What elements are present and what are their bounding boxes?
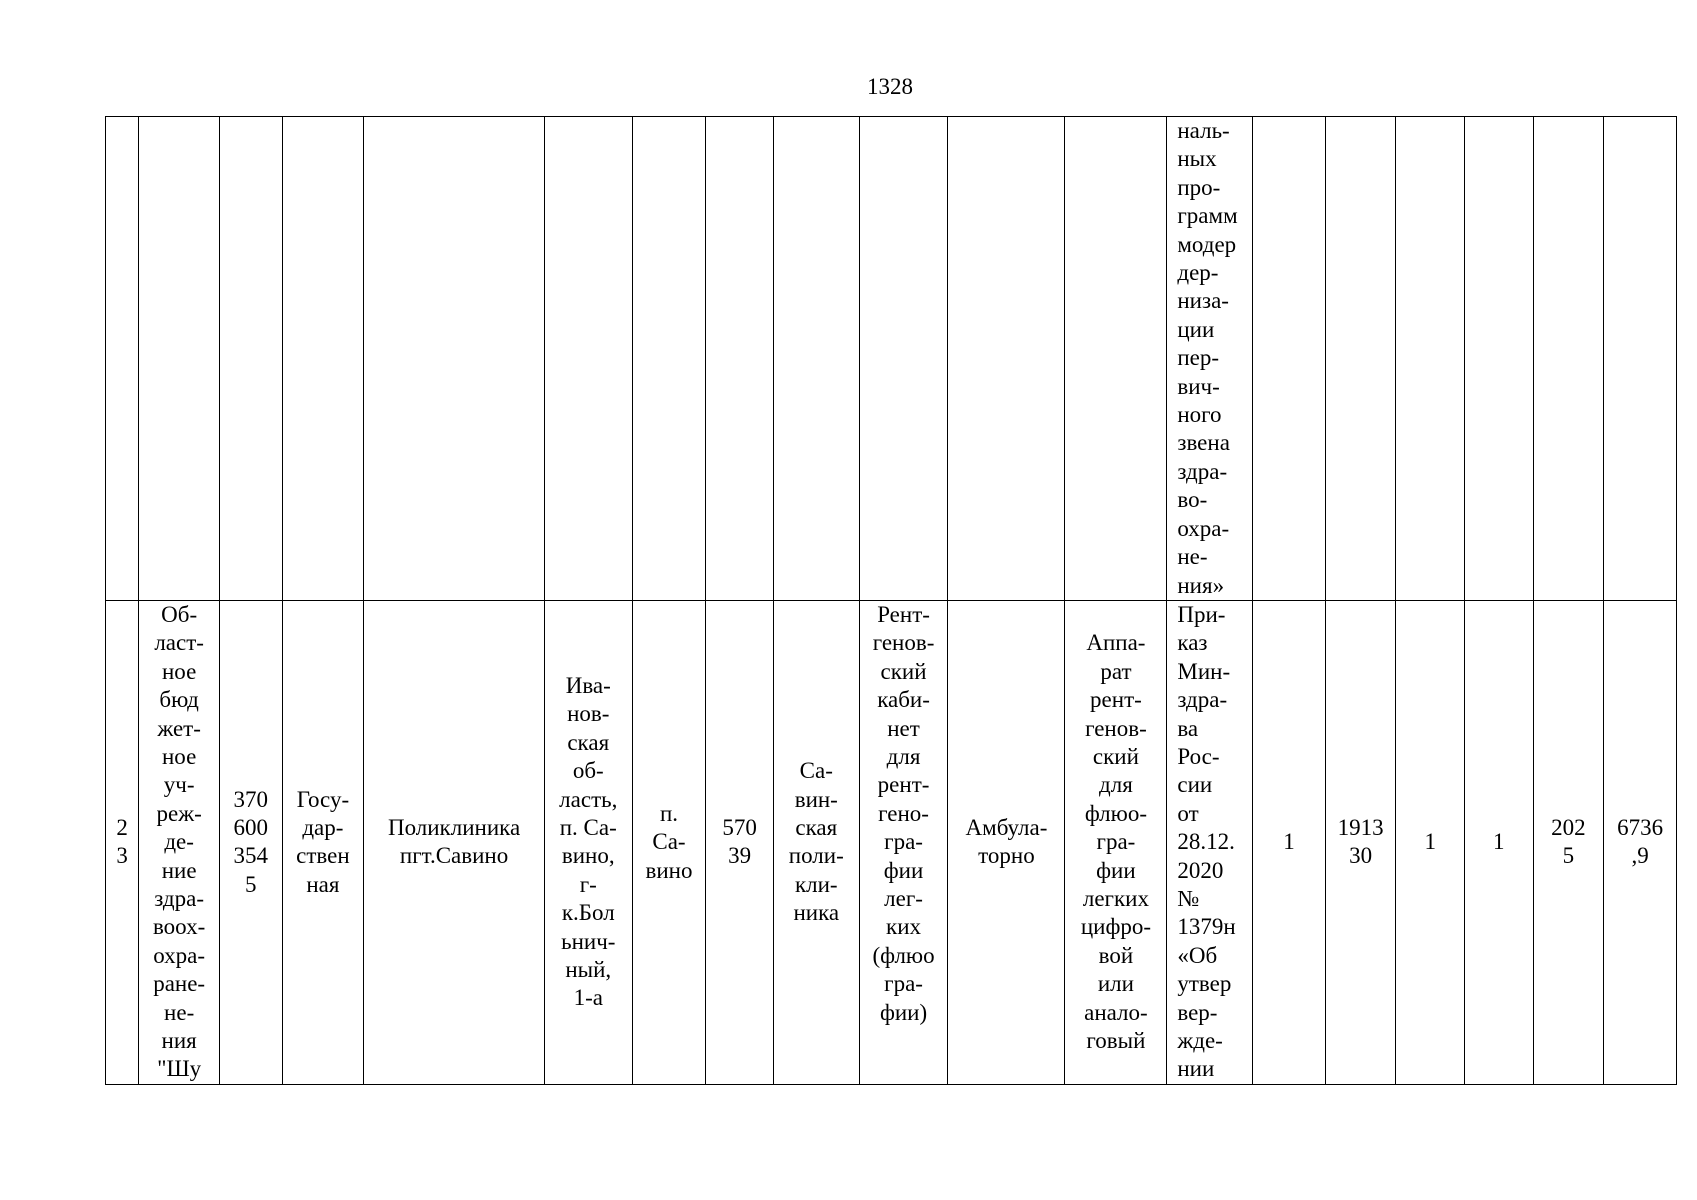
locality-cell: п. Са- вино [632,600,706,1084]
table-cell [106,117,139,601]
value-b-cell: 1 [1465,600,1534,1084]
ownership-cell: Госу- дар- ствен ная [282,600,364,1084]
address-cell: Ива- нов- ская об- ласть, п. Са- вино, г- к.Бол ьнич- ный, 1-а [544,600,632,1084]
table-row [106,117,1677,601]
equipment-table [105,116,1677,1085]
table-cell [773,117,859,601]
table-cell [948,117,1065,601]
equipment-cell: Аппа- рат рент- генов- ский для флюо- гра- фии легких цифро- вой или анало- говый [1065,600,1167,1084]
table-cell [859,117,948,601]
table-cell [139,117,220,601]
code-cell: 370 600 354 5 [220,600,283,1084]
table-cell [1604,117,1677,601]
row-number-cell: 2 3 [106,600,139,1084]
table-cell [1465,117,1534,601]
table-cell [1533,117,1604,601]
table-cell [632,117,706,601]
room-cell: Рент- генов- ский каби- нет для рент- гено- гра- фии лег- ких (флюо гра- фии) [859,600,948,1084]
quantity-cell: 1 [1253,600,1326,1084]
table-cell [364,117,545,601]
care-type-cell: Амбула- торно [948,600,1065,1084]
page-number: 1328 [867,74,913,99]
table-cell [706,117,774,601]
table-cell [220,117,283,601]
table-cell [1325,117,1396,601]
table-cell [282,117,364,601]
organization-cell: Об- ласт- ное бюд жет- ное уч- реж- де- ние здра- воох- охра- ране- не- ния "Шу [139,600,220,1084]
value-a-cell: 1 [1396,600,1465,1084]
amount-cell: 6736 ,9 [1604,600,1677,1084]
table-cell [544,117,632,601]
basis-cell: При- каз Мин- здра- ва Рос- сии от 28.12. 2020 № 1379н «Об утвер вер- жде- нии [1167,600,1253,1084]
table-row [106,600,1677,1084]
table-cell [1253,117,1326,601]
code2-cell: 1913 30 [1325,600,1396,1084]
table-cell [1396,117,1465,601]
facility-cell: Поликлиника пгт.Савино [364,600,545,1084]
table-cell [1065,117,1167,601]
subdivision-cell: Са- вин- ская поли- кли- ника [773,600,859,1084]
oktmo-cell: 570 39 [706,600,774,1084]
year-cell: 202 5 [1533,600,1604,1084]
basis-continuation-cell: наль- ных про- грамм модер дер- низа- ции пер- вич- ного звена здра- во- охра- не- ния» [1167,117,1253,601]
